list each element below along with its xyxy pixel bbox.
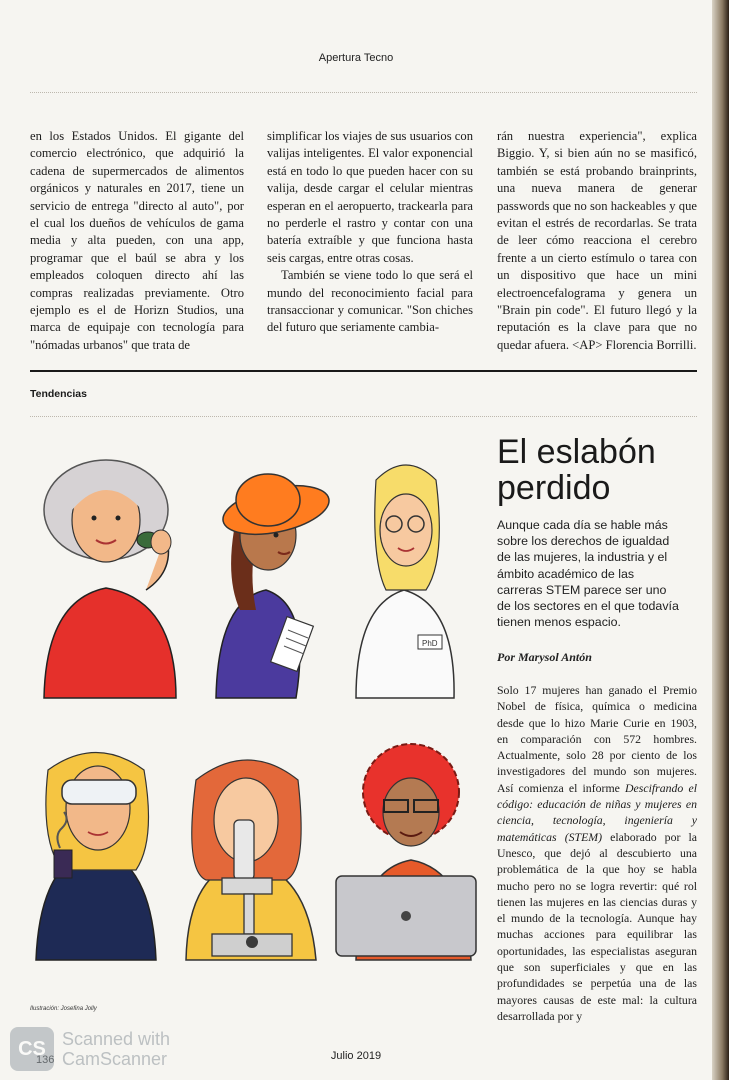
section-rule xyxy=(30,370,697,372)
article-body xyxy=(497,682,697,1024)
article-column-3 xyxy=(497,128,697,354)
camscanner-logo-icon: CS xyxy=(10,1027,54,1071)
column-3-text: rán nuestra experiencia", explica Biggio. Y, si bien aún no se masificó, también se está probando brainprints, una nueva manera de generar passwords que no son hackeables y que evitan el estrés de recordarlas. Se trata de leer cómo reacciona el cerebro frente a un cierto estímulo o tarea con un dispositivo que hace un mini electroencefalograma y genera un "Brain pin code". El futuro llegó y la reputación es la clave para que no quedar afuera. <AP> Florencia Borrilli. xyxy=(497,129,697,352)
column-2-paragraph-1: simplificar los viajes de sus usuarios con valijas inteligentes. El valor exponencial está en todo lo que pueden hacer con su valija, desde cargar el celular mientras esperan en el aeropuerto, trackearla para no perderle el rastro y contar con una batería extraíble y que funciona hasta seis cargas, entre otras cosas. xyxy=(267,129,473,265)
researcher-figure-microscope xyxy=(186,760,316,960)
engineer-figure-hard-hat xyxy=(216,474,333,698)
section-divider xyxy=(30,416,697,417)
section-label: Tendencias xyxy=(30,388,87,400)
watermark-line-2: CamScanner xyxy=(62,1049,168,1069)
doctor-figure-lab-coat xyxy=(356,465,454,698)
programmer-figure-laptop xyxy=(336,744,476,960)
watermark-line-1: Scanned with xyxy=(62,1029,171,1049)
chemist-figure-goggles xyxy=(36,753,156,961)
running-head: Apertura Tecno xyxy=(318,52,394,64)
phd-badge-text: PhD xyxy=(422,639,438,648)
illustration-credit: Ilustración: Josefina Jolly xyxy=(30,1006,97,1012)
article-column-2 xyxy=(267,128,473,337)
report-title: Descifrando el código: educación de niñas y mujeres en ciencia, tecnología, ingeniería y matemáticas (STEM) xyxy=(497,780,697,844)
column-1-text: en los Estados Unidos. El gigante del comercio electrónico, que adquirió la cadena de supermercados de alimentos orgánicos y naturales en 2017, tiene un servicio de entrega "directo al auto", por el cual los dueños de vehículos de gama media y alta pueden, con una app, programar que el baúl se abra y los empleados coloquen directo ahí las compras realizadas previamente. Otro ejemplo es el de Horizn Studios, una marca de equipaje con tecnología para "nómadas urbanos" que trata de xyxy=(30,129,244,352)
article-dek: Aunque cada día se hable más sobre los derechos de igualdad de las mujeres, la industria y el ámbito académico de las carreras STEM parece ser uno de los sectores en el que todavía tienen menos espacio. xyxy=(497,518,679,630)
footer-date: Julio 2019 xyxy=(330,1050,382,1062)
camscanner-watermark xyxy=(10,1024,200,1074)
page-edge-shadow xyxy=(712,0,729,1080)
article-title: El eslabón perdido xyxy=(497,433,656,507)
article-column-1 xyxy=(30,128,244,354)
body-text-part-2: elaborado por la Unesco, que dejó al descubierto una problemática de la que hoy se habla mucho pero no se logra revertir: qué rol tienen las mujeres en las ciencias duras y el mundo de la tecnología. Aunque hay muchas acciones para equilibrar las oportunidades, las especialistas aseguran que son superficiales y que en las profundidades se perpetúa una de las mayores causas de este mal: la cultura desarrollada por y xyxy=(497,829,697,1023)
scientist-figure-grey-hair xyxy=(44,460,176,698)
article-byline: Por Marysol Antón xyxy=(497,650,592,664)
column-2-paragraph-2: También se viene todo lo que será el mundo del reconocimiento facial para transaccionar y comunicar. "Son chiches del futuro que seriamente cambia- xyxy=(267,268,473,335)
watermark-text xyxy=(62,1029,170,1069)
women-in-stem-illustration xyxy=(26,440,486,1000)
top-divider xyxy=(30,92,697,93)
body-text-part-1: Solo 17 mujeres han ganado el Premio Nobel de física, química o medicina desde que lo hizo Marie Curie en 1903, en comparación con 572 hombres. Actualmente, solo 28 por ciento de los investigadores del mundo son mujeres. Así comienza el informe xyxy=(497,683,697,795)
